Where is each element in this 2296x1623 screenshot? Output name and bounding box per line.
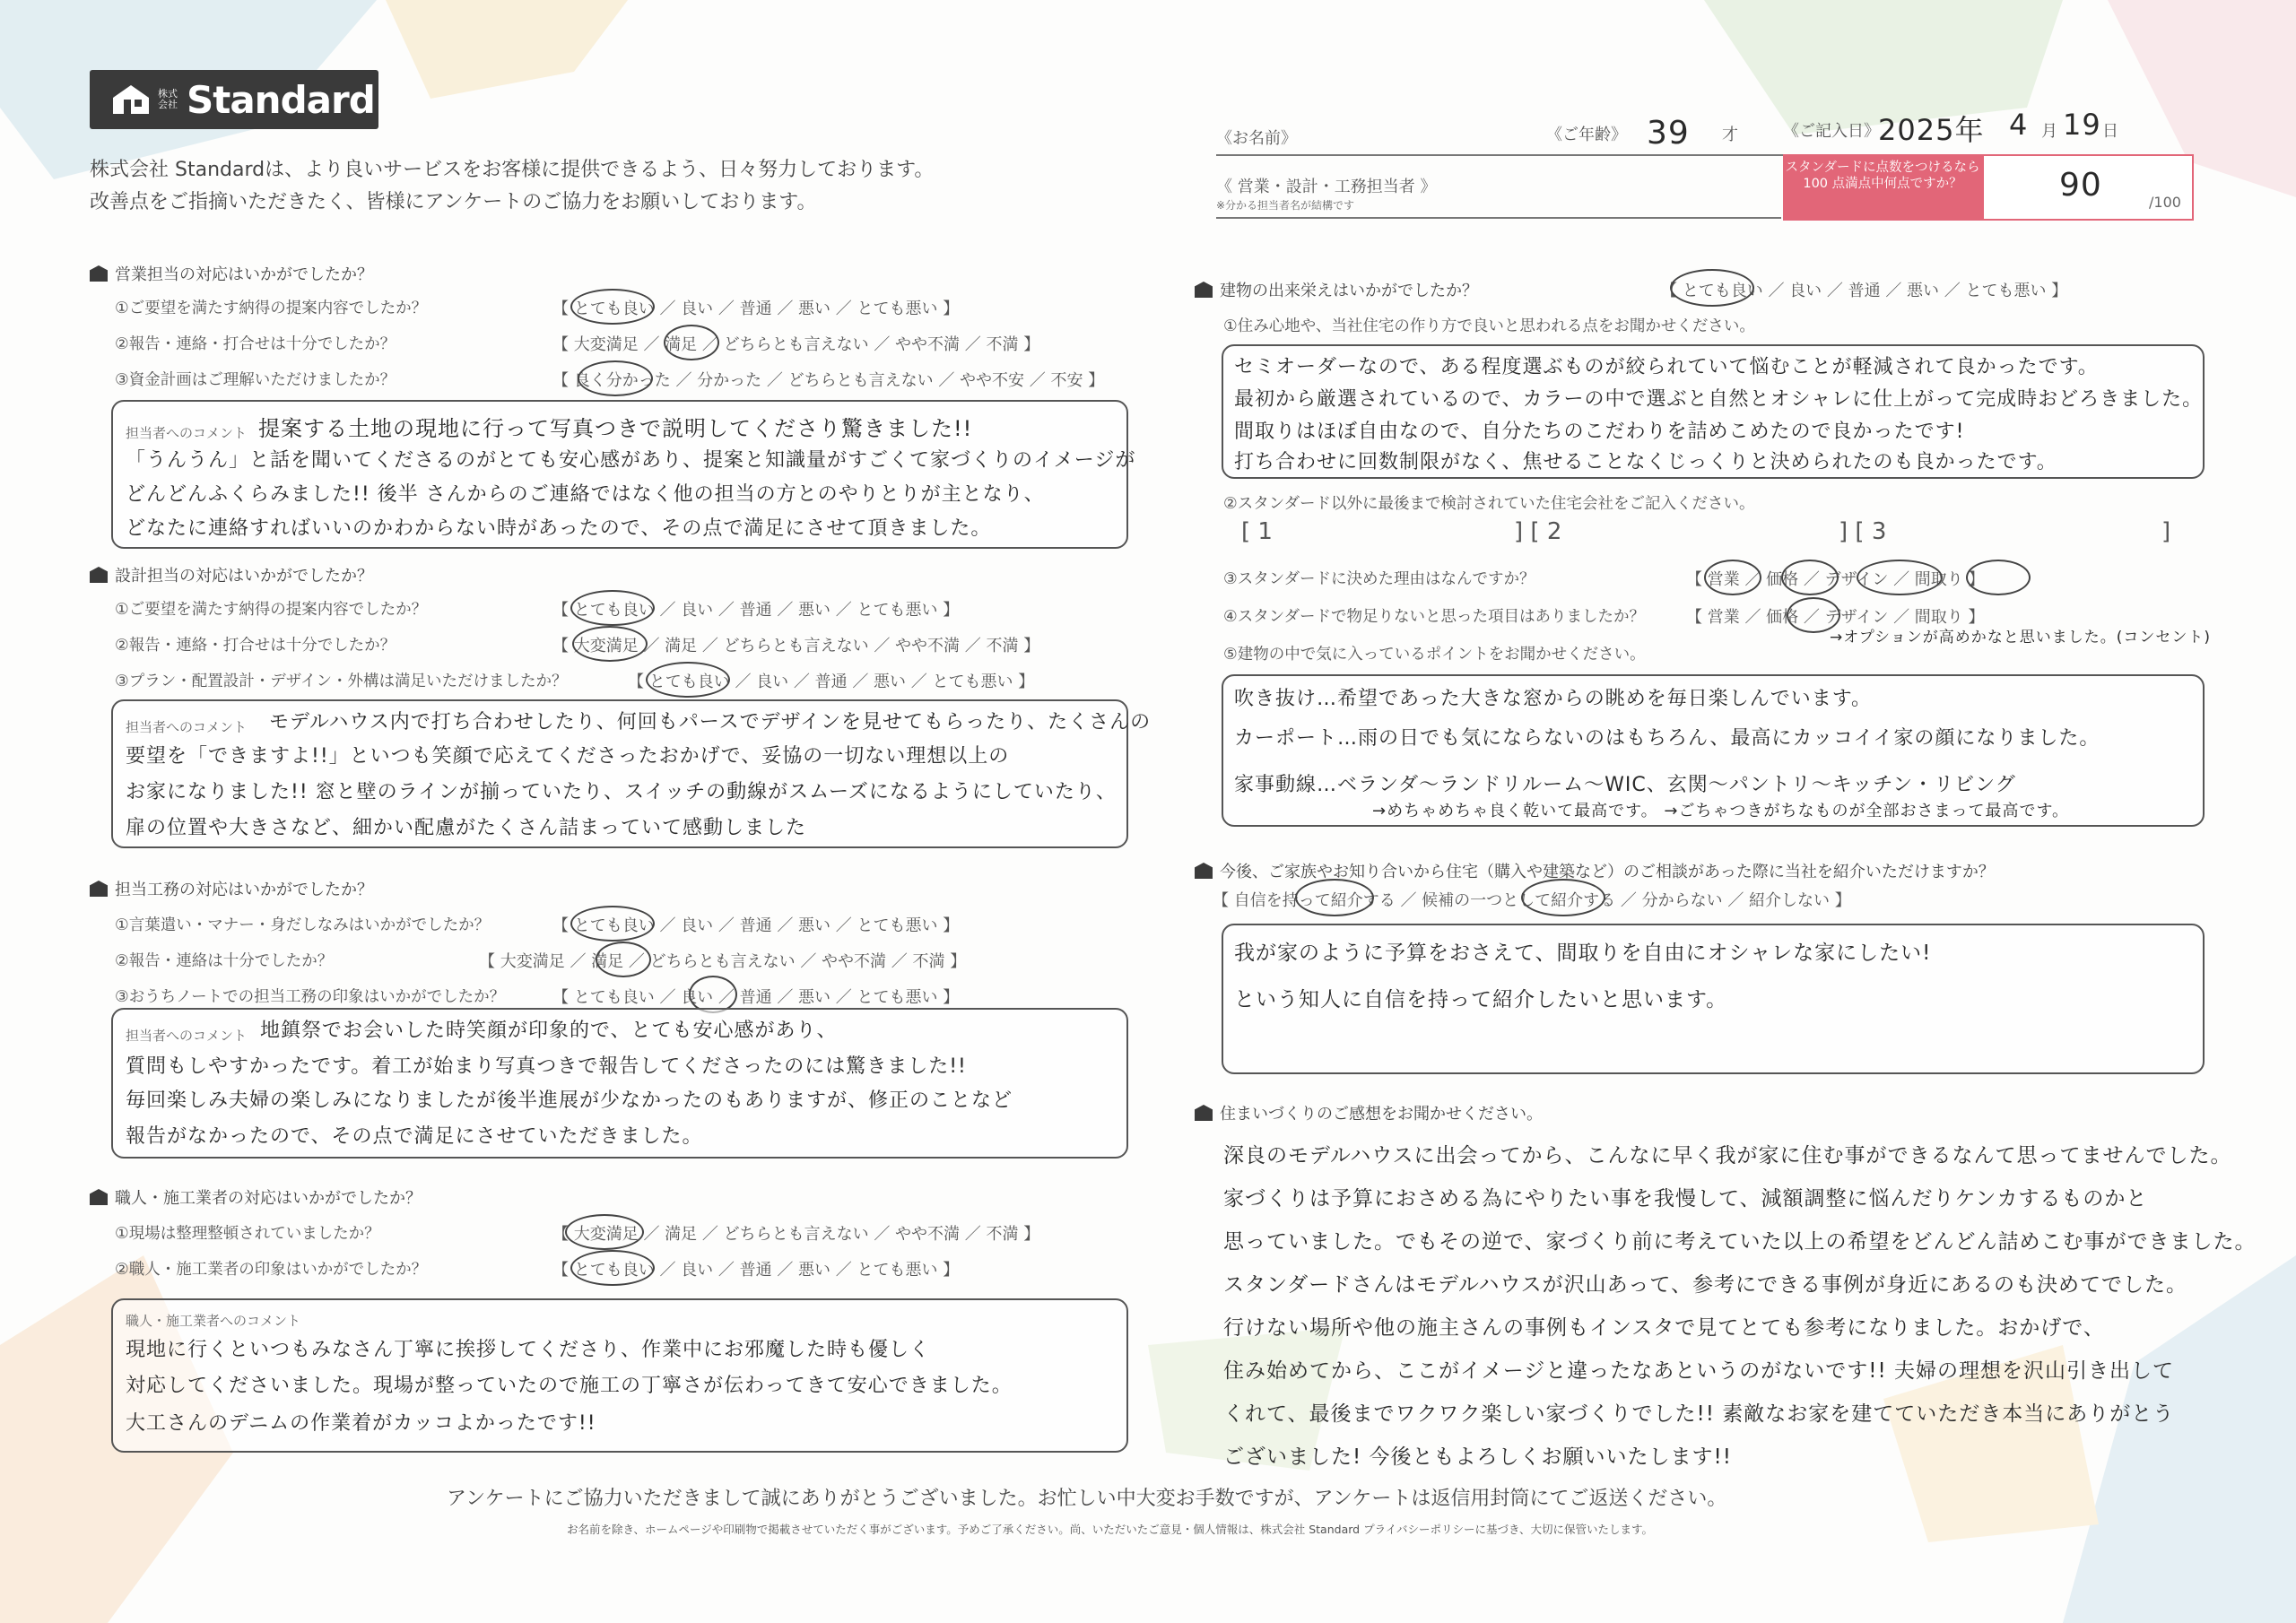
- answer-circle: [1521, 879, 1605, 916]
- house-icon: [90, 881, 108, 897]
- construction-comment-line: 地鎮祭でお会いした時笑顔が印象的で、とても安心感があり、: [260, 1020, 838, 1042]
- house-icon: [1195, 1105, 1213, 1121]
- building-q2: ②スタンダード以外に最後まで検討されていた住宅会社をご記入ください。: [1223, 495, 1755, 513]
- building-q3-options: 【 営業 ／ 価格 ／ デザイン ／ 間取り 】: [1686, 570, 1985, 589]
- referral-section-title: [1195, 859, 1995, 882]
- house-icon: [90, 567, 108, 583]
- answer-circle: [565, 1214, 644, 1250]
- house-icon: [90, 265, 108, 282]
- sales-section-title: [90, 262, 373, 285]
- impressions-line: ございました! 今後ともよろしくお願いいたします!!: [1223, 1445, 1732, 1469]
- building-q1-line: 間取りはほぼ自由なので、自分たちのこだわりを詰めこめたので良かったです!: [1234, 421, 1965, 443]
- date-label: 《ご記入日》: [1783, 122, 1880, 141]
- intro-line: 改善点をご指摘いただきたく、皆様にアンケートのご協力をお願いしております。: [90, 191, 817, 213]
- age-label: 《ご年齢》: [1546, 126, 1627, 144]
- impressions-section-title: [1195, 1101, 1543, 1124]
- referral-options: 【 自信を持って紹介する ／ 候補の一つとして紹介する ／ 分からない ／ 紹介しない 】: [1213, 891, 1851, 910]
- construction-comment-label: 担当者へのコメント: [126, 1028, 248, 1044]
- logo-company-type: 株式会社: [158, 88, 178, 110]
- construction-comment-line: 報告がなかったので、その点で満足にさせていただきました。: [126, 1125, 703, 1148]
- sales-q2: ②報告・連絡・打合せは十分でしたか？: [115, 335, 396, 353]
- construction-q2-options: 【 大変満足 ／ 満足 ／ どちらとも言えない ／ やや不満 ／ 不満 】: [479, 952, 967, 971]
- impressions-line: 深良のモデルハウスに出会ってから、こんなに早く我が家に住む事ができるなんて思ってませんでした。: [1223, 1144, 2232, 1167]
- answer-circle: [1781, 560, 1839, 595]
- building-q4: ④スタンダードで物足りないと思った項目はありましたか？: [1223, 608, 1645, 626]
- building-q1-line: セミオーダーなので、ある程度選ぶものが絞られていて悩むことが軽減されて良かったです。: [1234, 356, 2099, 378]
- crafts-comment-label: 職人・施工業者へのコメント: [126, 1313, 301, 1329]
- company-logo: [90, 70, 378, 129]
- building-q4-options: 【 営業 ／ 価格 ／ デザイン ／ 間取り 】: [1686, 608, 1985, 627]
- house-icon: [1195, 863, 1213, 879]
- construction-comment-line: 質問もしやすかったです。着工が始まり写真つきで報告してくださったのには驚きました!!: [126, 1055, 967, 1078]
- sales-comment-line: どなたに連絡すればいいのかわからない時があったので、その点で満足にさせて頂きました。: [126, 517, 992, 540]
- crafts-q2: ②職人・施工業者の印象はいかがでしたか？: [115, 1261, 428, 1279]
- crafts-q2-options: 【 とても良い ／ 良い ／ 普通 ／ 悪い ／ とても悪い 】: [552, 1261, 960, 1280]
- answer-circle: [1857, 560, 1943, 595]
- building-q1-line: 打ち合わせに回数制限がなく、焦せることなくじっくりと決められたのも良かったです。: [1234, 451, 2057, 473]
- design-q2: ②報告・連絡・打合せは十分でしたか？: [115, 637, 396, 655]
- answer-circle: [664, 325, 719, 360]
- construction-q3: ③おうちノートでの担当工務の印象はいかがでしたか？: [115, 988, 506, 1006]
- building-q1-line: 最初から厳選されているので、カラーの中で選ぶと自然とオシャレに仕上がって完成時おどろきました。: [1234, 388, 2204, 411]
- sales-q3-options: 【 良く分かった ／ 分かった ／ どちらとも言えない ／ やや不安 ／ 不安 】: [552, 371, 1105, 390]
- building-q1: ①住み心地や、当社住宅の作り方で良いと思われる点をお聞かせください。: [1223, 317, 1755, 335]
- design-comment-line: 要望を「できますよ!!」といつも笑顔で応えてくださったおかげで、妥協の一切ない理想以上の: [126, 745, 1010, 768]
- answer-circle: [572, 626, 648, 662]
- crafts-title-text: 職人・施工業者の対応はいかがでしたか？: [115, 1189, 422, 1208]
- design-q1-options: 【 とても良い ／ 良い ／ 普通 ／ 悪い ／ とても悪い 】: [552, 601, 960, 620]
- impressions-title-text: 住まいづくりのご感想をお聞かせください。: [1220, 1105, 1543, 1124]
- logo-name: Standard: [187, 77, 375, 122]
- footer-thanks: アンケートにご協力いただきまして誠にありがとうございました。お忙しい中大変お手数ですが、アンケートは返信用封筒にてご返送ください。: [447, 1488, 1727, 1510]
- sales-q2-options: 【 大変満足 ／ 満足 ／ どちらとも言えない ／ やや不満 ／ 不満 】: [552, 335, 1040, 354]
- referral-line: という知人に自信を持って紹介したいと思います。: [1234, 988, 1728, 1011]
- construction-q3-options: 【 とても良い ／ 良い ／ 普通 ／ 悪い ／ とても悪い 】: [552, 988, 960, 1007]
- sales-comment-label: 担当者へのコメント: [126, 425, 248, 441]
- design-comment-line: モデルハウス内で打ち合わせしたり、何回もパースでデザインを見せてもらったり、たくさんの: [269, 711, 1152, 733]
- design-q3: ③プラン・配置設計・デザイン・外構は満足いただけましたか？: [115, 673, 568, 690]
- referral-line: 我が家のように予算をおさえて、間取りを自由にオシャレな家にしたい!: [1234, 942, 1932, 965]
- construction-title-text: 担当工務の対応はいかがでしたか？: [115, 881, 373, 899]
- construction-q2: ②報告・連絡は十分でしたか？: [115, 952, 334, 970]
- sales-title-text: 営業担当の対応はいかがでしたか？: [115, 265, 373, 284]
- answer-circle: [570, 1250, 655, 1286]
- house-logo-icon: [111, 83, 151, 116]
- answer-circle: [578, 360, 653, 396]
- design-comment-line: お家になりました!! 窓と壁のラインが揃っていたり、スイッチの動線がスムーズになるようにしていたり、: [126, 781, 1117, 803]
- name-label: 《お名前》: [1216, 129, 1297, 148]
- answer-circle: [1670, 269, 1754, 307]
- day-label: 日: [2102, 122, 2118, 141]
- construction-q1: ①言葉遣い・マナー・身だしなみはいかがでしたか？: [115, 916, 491, 934]
- impressions-line: スタンダードさんはモデルハウスが沢山あって、参考にできる事例が身近にあるのも決めてでした。: [1223, 1273, 2187, 1297]
- construction-section-title: [90, 877, 373, 900]
- age-unit: 才: [1722, 126, 1738, 144]
- impressions-line: 思っていました。でもその逆で、家づくり前に考えていた以上の希望をどんどん詰めこむ事ができました。: [1223, 1230, 2257, 1254]
- referral-title-text: 今後、ご家族やお知り合いから住宅（購入や建築など）のご相談があった際に当社を紹介いただけますか？: [1220, 863, 1995, 881]
- impressions-line: くれて、最後までワクワク楽しい家づくりでした!! 素敵なお家を建てていただき本当にありがとう: [1223, 1402, 2175, 1426]
- crafts-comment-line: 現地に行くといつもみなさん丁寧に挨拶してくださり、作業中にお邪魔した時も優しく: [126, 1339, 931, 1361]
- building-q5-line: 家事動線…ベランダ～ランドリルーム～WIC、玄関～パントリ～キッチン・リビング: [1234, 774, 2016, 796]
- crafts-q1: ①現場は整理整頓されていましたか？: [115, 1225, 380, 1243]
- staff-note: ※分かる担当者名が結構です: [1216, 199, 1355, 212]
- answer-circle: [596, 942, 651, 977]
- score-value: 90: [2059, 167, 2102, 204]
- answer-circle: [1704, 560, 1761, 595]
- age-value: 39: [1647, 115, 1690, 152]
- design-comment-label: 担当者へのコメント: [126, 719, 248, 735]
- crafts-q1-options: 【 大変満足 ／ 満足 ／ どちらとも言えない ／ やや不満 ／ 不満 】: [552, 1225, 1040, 1244]
- construction-q1-options: 【 とても良い ／ 良い ／ 普通 ／ 悪い ／ とても悪い 】: [552, 916, 960, 935]
- sales-comment-line: どんどんふくらみました!! 後半 さんからのご連絡ではなく他の担当の方とのやりとりが主となり、: [126, 483, 1045, 506]
- company-slot-2: ] [ 2: [1514, 518, 1562, 545]
- building-options: 【 とても良い ／ 良い ／ 普通 ／ 悪い ／ とても悪い 】: [1661, 282, 2068, 300]
- house-icon: [90, 1189, 108, 1205]
- month-label: 月: [2041, 122, 2057, 141]
- sales-q1-options: 【 とても良い ／ 良い ／ 普通 ／ 悪い ／ とても悪い 】: [552, 299, 960, 318]
- design-section-title: [90, 563, 373, 586]
- score-max: /100: [2149, 194, 2181, 211]
- staff-label: 《 営業・設計・工務担当者 》: [1216, 178, 1437, 196]
- house-icon: [1195, 282, 1213, 298]
- impressions-line: 住み始めてから、ここがイメージと違ったなあというのがないです!! 夫婦の理想を沢山引き出して: [1223, 1359, 2175, 1383]
- company-slot-3: ] [ 3: [1839, 518, 1887, 545]
- building-q3: ③スタンダードに決めた理由はなんですか？: [1223, 570, 1535, 588]
- date-year: 2025年: [1878, 113, 1985, 147]
- impressions-line: 行けない場所や他の施主さんの事例もインスタで見てとても参考になりました。おかげで、: [1223, 1316, 2105, 1340]
- answer-circle: [1295, 879, 1374, 916]
- sales-q1: ①ご要望を満たす納得の提案内容でしたか？: [115, 299, 428, 317]
- building-q5-line: カーポート…雨の日でも気にならないのはもちろん、最高にカッコイイ家の顔になりました。: [1234, 727, 2100, 750]
- building-q5: ⑤建物の中で気に入っているポイントをお聞かせください。: [1223, 646, 1646, 664]
- staff-line: [1216, 217, 1781, 219]
- intro-line: 株式会社 Standardは、より良いサービスをお客様に提供できるよう、日々努力しております。: [90, 159, 935, 181]
- footer-privacy: お名前を除き、ホームページや印刷物で掲載させていただく事がございます。予めご了承ください。尚、いただいたご意見・個人情報は、株式会社 Standard プライバシーポリシーに基づき、大切に保管いたします。: [567, 1523, 1653, 1536]
- construction-comment-line: 毎回楽しみ夫婦の楽しみになりましたが後半進展が少なかったのもありますが、修正のことなど: [126, 1089, 1013, 1112]
- sales-q3: ③資金計画はご理解いただけましたか？: [115, 371, 396, 389]
- answer-circle: [570, 906, 655, 942]
- answer-circle: [570, 590, 655, 626]
- date-day: 19: [2063, 108, 2101, 142]
- score-prompt: スタンダードに点数をつけるなら 100 点満点中何点ですか？: [1783, 154, 1982, 221]
- design-comment-line: 扉の位置や大きさなど、細かい配慮がたくさん詰まっていて感動しました: [126, 817, 807, 839]
- crafts-section-title: [90, 1185, 422, 1209]
- crafts-comment-line: 対応してくださいました。現場が整っていたので施工の丁寧さが伝わってきて安心できました。: [126, 1375, 1013, 1397]
- answer-circle: [1966, 560, 2031, 595]
- sales-comment-line: 提案する土地の現地に行って写真つきで説明してくださり驚きました!!: [258, 416, 973, 441]
- intro-text: [90, 154, 934, 219]
- building-q5-line: 吹き抜け…希望であった大きな窓からの眺めを毎日楽しんでいます。: [1234, 688, 1873, 710]
- building-q4-note: →オプションが高めかなと思いました。(コンセント): [1830, 629, 2211, 647]
- sales-comment-line: 「うんうん」と話を聞いてくださるのがとても安心感があり、提案と知識量がすごくて家づくりのイメージが: [126, 449, 1136, 472]
- design-title-text: 設計担当の対応はいかがでしたか？: [115, 567, 373, 586]
- date-month: 4: [2009, 108, 2029, 142]
- company-slot-end: ]: [2161, 518, 2171, 545]
- design-q1: ①ご要望を満たす納得の提案内容でしたか？: [115, 601, 428, 619]
- crafts-comment-line: 大工さんのデニムの作業着がカッコよかったです!!: [126, 1412, 596, 1435]
- answer-circle: [646, 662, 730, 698]
- building-q5-line: →めちゃめちゃ良く乾いて最高です。 →ごちゃつきがちなものが全部おさまって最高です。: [1372, 802, 2070, 820]
- building-title-text: 建物の出来栄えはいかがでしたか？: [1220, 282, 1478, 300]
- building-section-title: [1195, 278, 1478, 301]
- impressions-line: 家づくりは予算におさめる為にやりたい事を我慢して、減額調整に悩んだりケンカするものかと: [1223, 1187, 2148, 1211]
- answer-circle: [570, 289, 655, 325]
- design-q3-options: 【 とても良い ／ 良い ／ 普通 ／ 悪い ／ とても悪い 】: [628, 673, 1035, 691]
- company-slot-1: [ 1: [1241, 518, 1273, 545]
- design-q2-options: 【 大変満足 ／ 満足 ／ どちらとも言えない ／ やや不満 ／ 不満 】: [552, 637, 1040, 655]
